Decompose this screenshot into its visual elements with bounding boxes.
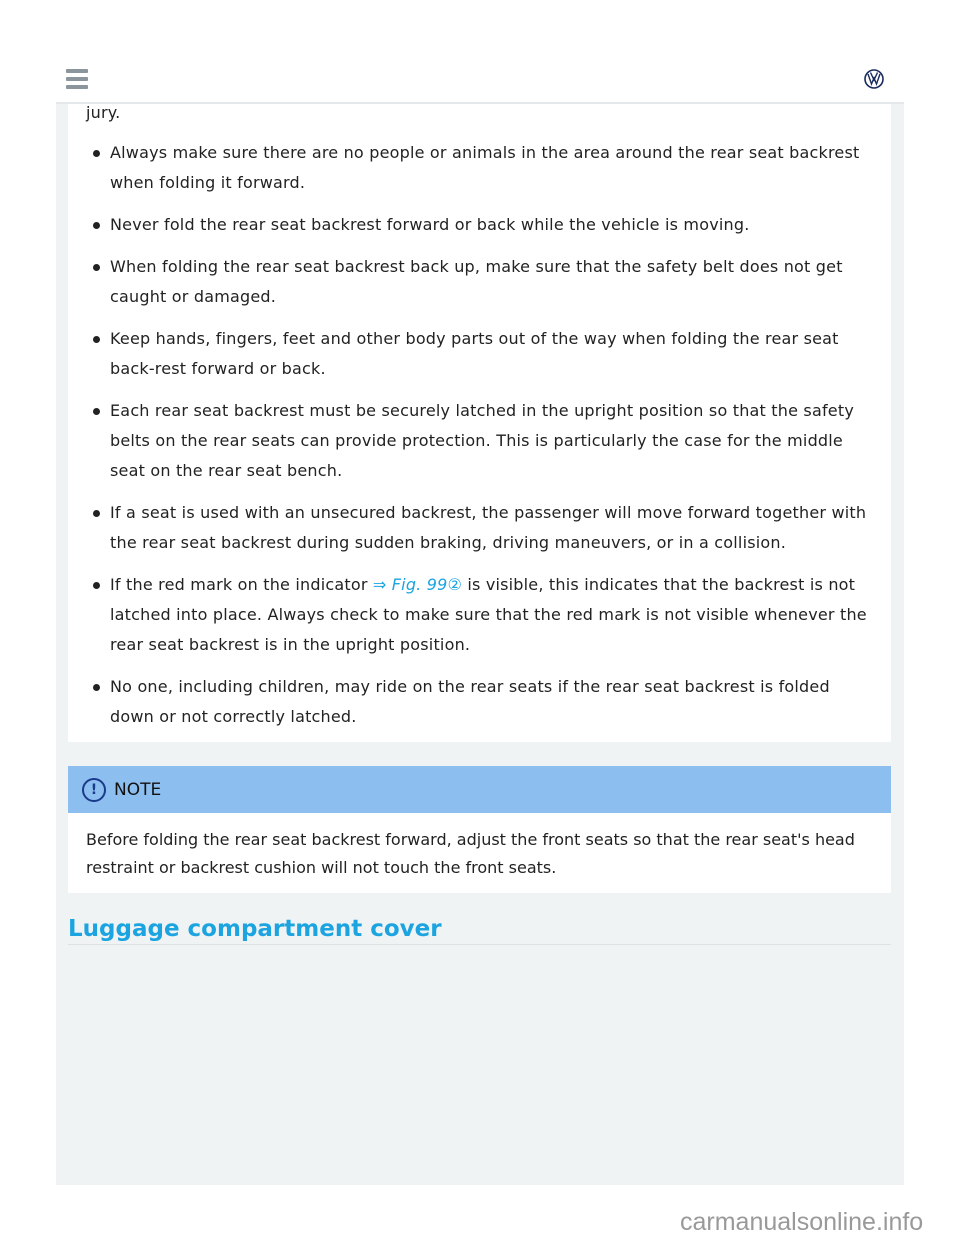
list-item: When folding the rear seat backrest back up, make sure that the safety belt does not get caught or damaged.: [68, 252, 891, 312]
list-item: Each rear seat backrest must be securely latched in the upright position so that the safety belts on the rear seats can provide protection. This is particularly the case for the middle seat on the rear seat bench.: [68, 396, 891, 486]
continuation-text: jury.: [86, 103, 121, 122]
list-item: Always make sure there are no people or animals in the area around the rear seat backrest when folding it forward.: [68, 138, 891, 198]
note-header: [68, 766, 891, 813]
warning-list: [68, 138, 891, 744]
hamburger-menu-icon[interactable]: [66, 69, 88, 93]
top-bar: [56, 0, 904, 104]
list-text: If the red mark on the indicator: [110, 575, 373, 594]
warning-card: [68, 104, 891, 742]
list-item: No one, including children, may ride on the rear seats if the rear seat backrest is folded down or not correctly latched.: [68, 672, 891, 732]
list-item: Never fold the rear seat backrest forward or back while the vehicle is moving.: [68, 210, 891, 240]
list-item: [68, 570, 891, 660]
note-title: NOTE: [114, 779, 162, 800]
watermark: carmanualsonline.info: [680, 1208, 924, 1236]
content-panel: [56, 104, 904, 1185]
note-text: Before folding the rear seat backrest forward, adjust the front seats so that the rear seat's head restraint or backrest cushion will not touch the front seats.: [86, 830, 855, 877]
figure-link[interactable]: ⇒ Fig. 99②: [372, 575, 463, 594]
list-item: If a seat is used with an unsecured backrest, the passenger will move forward together with the rear seat backrest during sudden braking, driving maneuvers, or in a collision.: [68, 498, 891, 558]
section-heading: Luggage compartment cover: [68, 916, 891, 945]
vw-logo-icon[interactable]: [864, 69, 884, 89]
list-item: Keep hands, fingers, feet and other body parts out of the way when folding the rear seat back-rest forward or back.: [68, 324, 891, 384]
info-exclamation-icon: !: [82, 778, 106, 802]
list-text: is visible, this indicates that the backrest is not latched into place. Always check to make sure that the red mark is not visible whenever the rear seat backrest is in the upright position.: [110, 575, 867, 654]
note-body: [68, 813, 891, 893]
